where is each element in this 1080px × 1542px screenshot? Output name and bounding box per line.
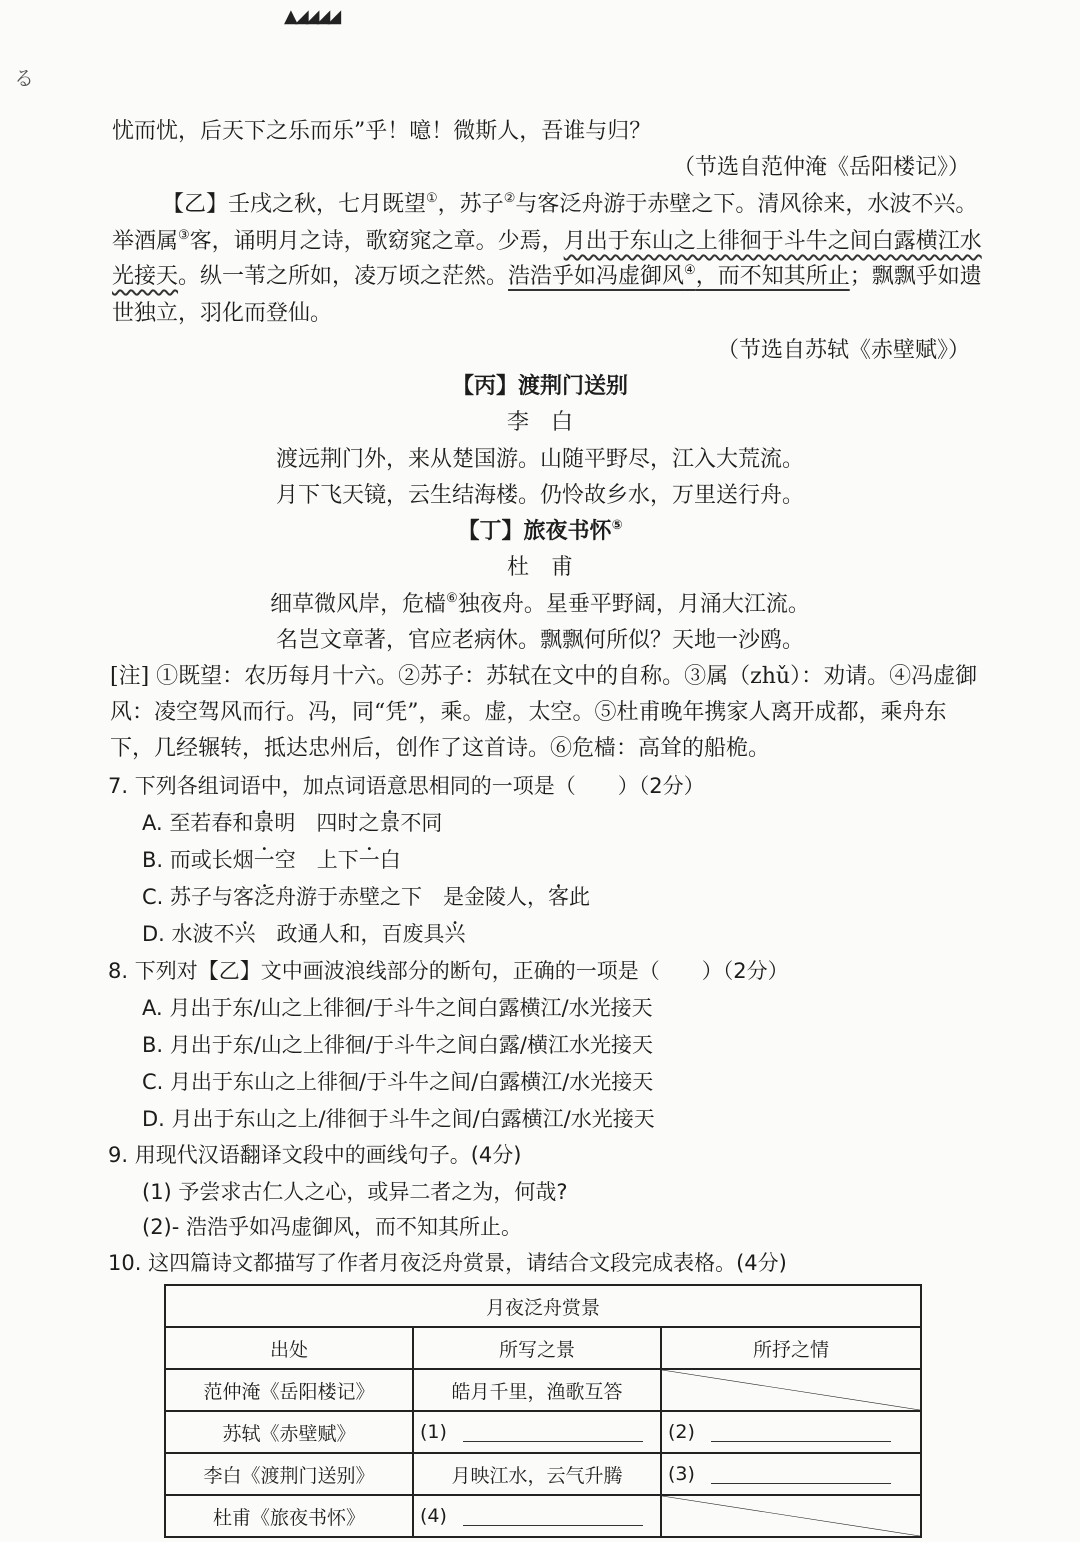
jia-source: （节选自范仲淹《岳阳楼记》） [672,155,970,180]
scene-cell: 皓月千里，渔歌互答 [413,1369,661,1411]
note-marker: ② [503,191,516,206]
poem-text: 独夜舟。星垂平野阔，月涌大江流。 [457,592,810,617]
answer-blank-1[interactable] [413,1411,661,1453]
wavy-underlined-text: 月出于东山之上徘徊于斗牛之间白露横江水 [563,229,982,254]
dotted-word: 一 [253,848,275,872]
scan-mark: ▲◢◢◢◢ [284,6,339,27]
table-header-row [165,1327,921,1369]
option-text: 舟游于赤壁之下 是金陵人， [275,885,549,909]
blank-label: (4) [420,1505,447,1527]
table-caption: 月夜泛舟赏景 [165,1285,921,1327]
notes-line-1: [注] ①既望：农历每月十六。②苏子：苏轼在文中的自称。③属（zhǔ）：劝请。④冯虚御 [110,664,978,689]
bing-title: 【丙】渡荆门送别 [451,374,628,399]
note-marker: ⑥ [446,591,458,606]
yi-text: 客，诵明月之诗，歌窈窕之章。少焉， [189,229,564,254]
option-text: D. 水波不 [142,922,235,946]
underlined-text: ，而不知其所止 [695,264,850,289]
bing-poem-line-2: 月下飞天镜，云生结海楼。仍怜故乡水，万里送行舟。 [275,483,804,508]
corner-mark: る [14,66,34,90]
ding-author: 杜 甫 [506,555,573,580]
yi-line-3 [112,262,982,292]
ding-poem-line-2: 名岂文章著，官应老病休。飘飘何所似？天地一沙鸥。 [275,628,804,653]
dotted-word: 景 [253,811,275,835]
fill-line [463,1423,643,1442]
source-cell: 范仲淹《岳阳楼记》 [165,1369,413,1411]
option-text: B. 而或长烟 [142,848,254,872]
wavy-underlined-text: 光接天 [112,264,179,289]
bing-poem-line-1: 渡远荆门外，来从楚国游。山随平野尽，江入大荒流。 [275,447,804,472]
jia-text-end: 忧而忧，后天下之乐而乐”乎！噫！微斯人，吾谁与归？ [112,119,652,144]
note-marker: ④ [684,263,696,278]
q7-option-c[interactable] [142,882,590,912]
q9-sentence-2: (2)- 浩浩乎如冯虚御风，而不知其所止。 [142,1215,522,1239]
notes-line-2: 风：凌空驾风而行。冯，同“凭”，乘。虚，太空。⑤杜甫晚年携家人离开成都，乘舟东 [110,700,947,725]
q8-option-d[interactable]: D. 月出于东山之上/徘徊于斗牛之间/白露横江/水光接天 [142,1107,655,1131]
yi-line-1 [162,190,977,220]
scene-cell: 月映江水，云气升腾 [413,1453,661,1495]
table-row [165,1495,921,1537]
option-text: 不同 [400,811,443,835]
question-10-stem: 10. 这四篇诗文都描写了作者月夜泛舟赏景，请结合文段完成表格。(4分) [108,1251,787,1275]
option-text: C. 苏子与客 [142,885,255,909]
yi-line-4: 世独立，羽化而登仙。 [112,301,333,326]
ding-title-text: 【丁】旅夜书怀 [457,519,612,544]
ding-poem-line-1 [0,590,1080,620]
option-text: 白 [379,848,401,872]
dotted-word: 客 [548,885,570,909]
yi-line-2 [112,227,982,257]
bing-author: 李 白 [506,410,573,435]
table-row [165,1411,921,1453]
option-text: 此 [569,885,591,909]
dotted-word: 兴 [234,922,256,946]
q7-option-b[interactable] [142,845,401,875]
question-8-stem: 8. 下列对【乙】文中画波浪线部分的断句，正确的一项是（ ）（2分） [108,959,789,983]
question-9-stem: 9. 用现代汉语翻译文段中的画线句子。(4分) [108,1143,522,1167]
yi-text: 【乙】壬戌之秋，七月既望 [162,192,427,217]
column-header: 出处 [165,1327,413,1369]
yi-text: 。纵一苇之所如，凌万顷之茫然。 [178,264,509,289]
source-cell: 杜甫《旅夜书怀》 [165,1495,413,1537]
q7-option-d[interactable] [142,919,466,949]
dotted-word: 兴 [444,922,466,946]
crossed-out-cell [661,1369,921,1411]
q7-option-a[interactable] [142,808,442,838]
option-text: 政通人和，百废具 [255,922,445,946]
question-7-stem: 7. 下列各组词语中，加点词语意思相同的一项是（ ）（2分） [108,774,705,798]
crossed-out-cell [661,1495,921,1537]
poem-text: 细草微风岸，危樯 [270,592,447,617]
option-text: A. 至若春和 [142,811,254,835]
ding-title [0,517,1080,547]
note-marker: ⑤ [611,518,623,533]
diagonal-line [662,1370,920,1410]
option-text: 空 上下 [274,848,359,872]
blank-label: (2) [668,1421,695,1443]
q8-option-b[interactable]: B. 月出于东/山之上徘徊/于斗牛之间白露/横江水光接天 [142,1033,653,1057]
dotted-word: 景 [379,811,401,835]
yi-text: 举酒属 [112,229,179,254]
note-marker: ③ [178,228,190,243]
table-caption-row [165,1285,921,1327]
answer-table [164,1284,922,1538]
fill-line [463,1507,643,1526]
yi-text: ；飘飘乎如遗 [849,264,982,289]
table-row [165,1453,921,1495]
fill-line [711,1465,891,1484]
q8-option-c[interactable]: C. 月出于东山之上徘徊/于斗牛之间/白露横江/水光接天 [142,1070,654,1094]
note-marker: ① [426,191,438,206]
fill-line [711,1423,891,1442]
answer-blank-4[interactable] [413,1495,661,1537]
source-cell: 苏轼《赤壁赋》 [165,1411,413,1453]
notes-line-3: 下，几经辗转，抵达忠州后，创作了这首诗。⑥危樯：高耸的船桅。 [110,736,771,761]
underlined-text: 浩浩乎如冯虚御风 [508,264,685,289]
q8-option-a[interactable]: A. 月出于东/山之上徘徊/于斗牛之间白露横江/水光接天 [142,996,653,1020]
yi-text: ，苏子 [437,192,504,217]
yi-source: （节选自苏轼《赤壁赋》） [716,338,970,363]
answer-blank-3[interactable] [661,1453,921,1495]
blank-label: (1) [420,1421,447,1443]
source-cell: 李白《渡荆门送别》 [165,1453,413,1495]
table-row [165,1369,921,1411]
column-header: 所抒之情 [661,1327,921,1369]
blank-label: (3) [668,1463,695,1485]
dotted-word: 一 [358,848,380,872]
underlined-sentence [508,264,850,289]
q9-sentence-1: (1) 予尝求古仁人之心，或异二者之为，何哉? [142,1180,568,1204]
yi-text: 与客泛舟游于赤壁之下。清风徐来，水波不兴。 [515,192,978,217]
diagonal-line [662,1496,920,1536]
column-header: 所写之景 [413,1327,661,1369]
dotted-word: 泛 [254,885,276,909]
answer-blank-2[interactable] [661,1411,921,1453]
option-text: 明 四时之 [274,811,380,835]
